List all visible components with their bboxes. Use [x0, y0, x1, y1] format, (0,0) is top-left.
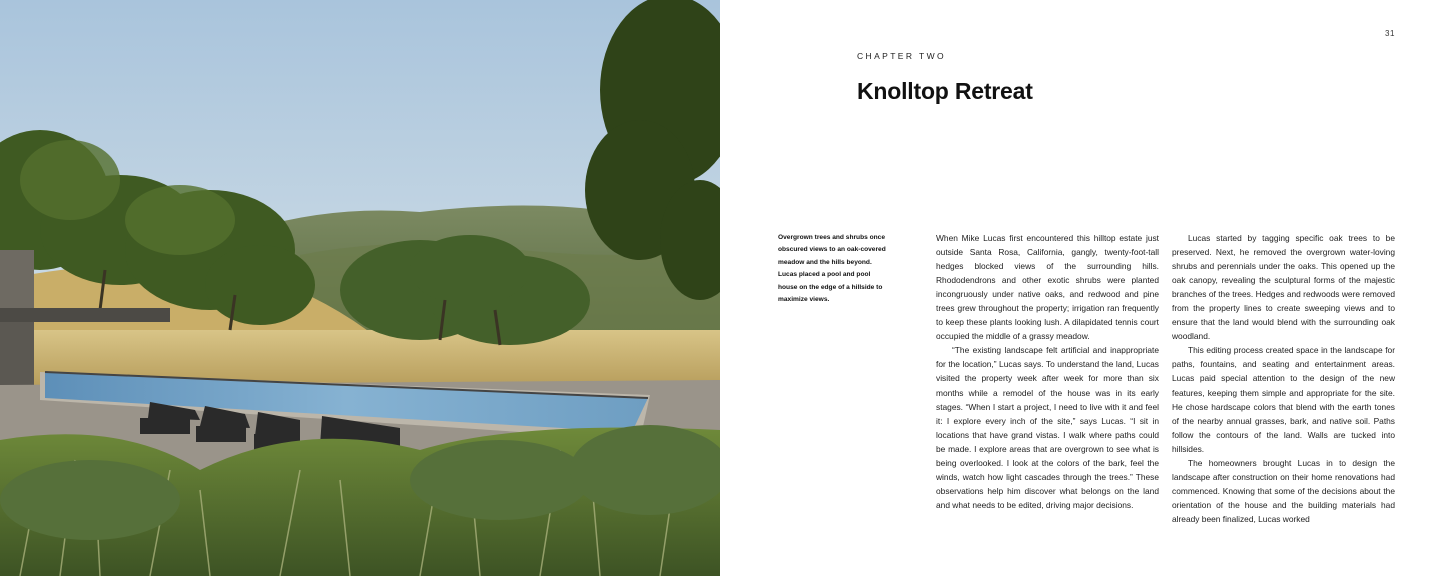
- paragraph: Lucas started by tagging specific oak trees to be preserved. Next, he removed the overgrown water-loving shrubs and perennials under the oaks. This opened up the oak canopy, revealing the sculptural forms of the majestic branches of the trees. Hedges and redwoods were removed from the property lines to create sweeping views and to ensure that the land would blend with the surrounding oak woodland.: [1172, 233, 1395, 342]
- chapter-title: Knolltop Retreat: [857, 78, 1033, 104]
- paragraph: “The existing landscape felt artificial and inappropriate for the location,” Lucas says. To understand the land, Lucas visited the property week after week for more than six months while a remodel of the house was in its early stages. “When I start a project, I need to live with it and feel it: I explore every inch of the site,” says Lucas. “I sit in locations that have grand vistas. I walk where paths could be made. I explore areas that are overgrown to see what is being overlooked. I look at the colors of the bark, feel the winds, watch how light cascades through the trees.” These observations help him discover what belongs on the land and what needs to be edited, driving major decisions.: [936, 345, 1159, 510]
- page-number: 31: [1385, 29, 1395, 38]
- paragraph: When Mike Lucas first encountered this hilltop estate just outside Santa Rosa, California, gangly, twenty-foot-tall hedges blocked views of the surrounding hills. Rhododendrons and other exotic shrubs were planted incongruously under native oaks, and redwood and pine trees grew throughout the property; irrigation ran frequently to keep these plants looking lush. A dilapidated tennis court occupied the middle of a grassy meadow.: [936, 233, 1159, 342]
- chapter-label: CHAPTER TWO: [857, 51, 947, 61]
- paragraph: This editing process created space in the landscape for paths, fountains, and seating and entertainment areas. Lucas paid special attention to the design of the new features, keeping them simple and appropriate for the site. He chose hardscape colors that blend with the earth tones of the nearby annual grasses, bark, and native soil. Paths follow the contours of the land. Walls are tucked into hillsides.: [1172, 345, 1395, 454]
- body-column-2: [1172, 231, 1395, 526]
- paragraph: The homeowners brought Lucas in to design the landscape after construction on their home renovations had commenced. Knowing that some of the decisions about the orientation of the house and the building materials had already been finalized, Lucas worked: [1172, 457, 1395, 524]
- text-page: [720, 0, 1440, 576]
- body-column-1: [936, 231, 1159, 512]
- photo-caption: Overgrown trees and shrubs once obscured views to an oak-covered meadow and the hills beyond. Lucas placed a pool and pool house on the edge of a hillside to maximize views.: [778, 234, 886, 304]
